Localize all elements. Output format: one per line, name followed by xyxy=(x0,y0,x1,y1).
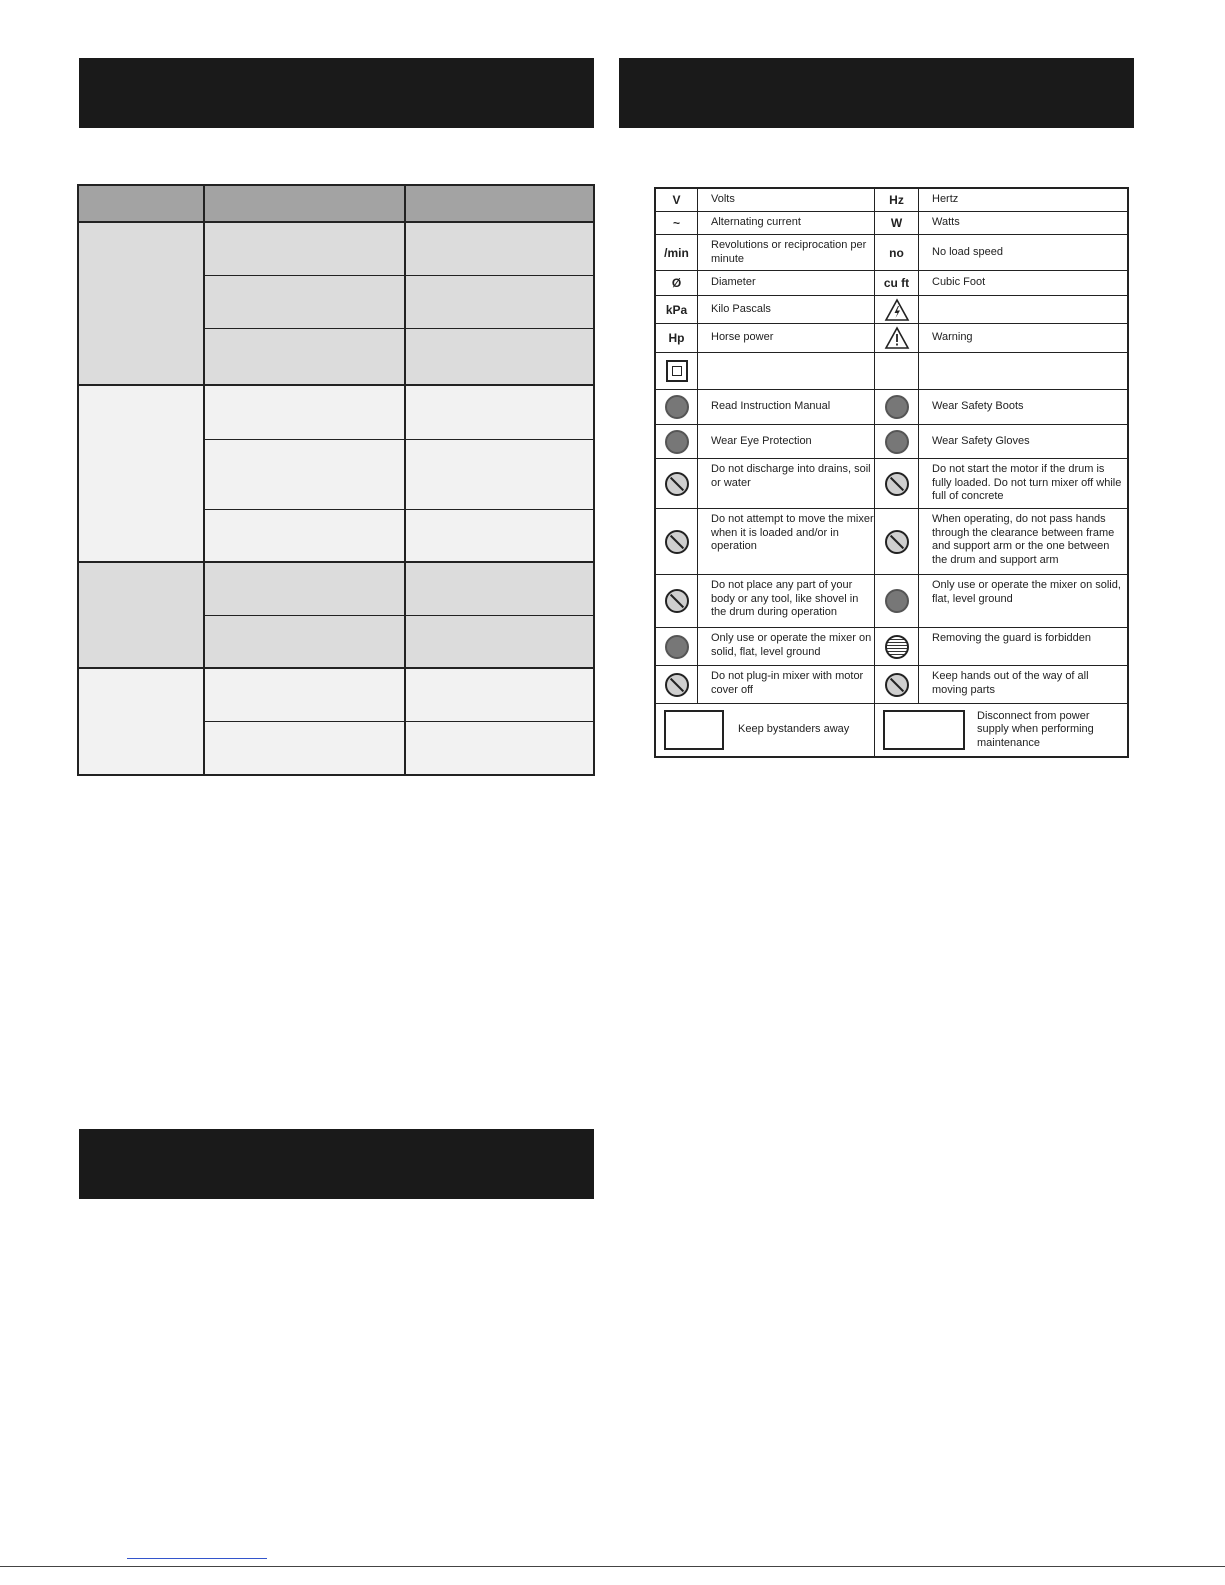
column-divider xyxy=(203,186,205,774)
section-header-right xyxy=(619,58,1134,128)
table-row xyxy=(656,212,1127,235)
no-move-loaded-icon xyxy=(665,530,689,554)
symbol-no-load-speed: no xyxy=(889,245,904,260)
table-row xyxy=(204,722,593,774)
table-row xyxy=(204,329,593,386)
symbol-watts: W xyxy=(890,216,903,230)
disconnect-power-icon xyxy=(883,710,965,750)
read-manual-icon xyxy=(665,395,689,419)
symbol-cubic-foot: cu ft xyxy=(883,276,910,290)
footer-link[interactable] xyxy=(127,1558,267,1559)
symbol-label: Do not plug-in mixer with motor cover off xyxy=(711,670,864,696)
footer-rule xyxy=(0,1566,1225,1567)
table-group xyxy=(79,386,593,563)
table-row xyxy=(204,616,593,669)
symbol-label: Cubic Foot xyxy=(932,276,986,289)
no-start-loaded-icon xyxy=(885,472,909,496)
table-group xyxy=(79,563,593,669)
symbols-table xyxy=(654,187,1129,758)
symbol-kilo-pascals: kPa xyxy=(665,302,688,317)
column-divider xyxy=(404,186,406,774)
symbol-label: Diameter xyxy=(711,276,756,289)
double-insulated-icon xyxy=(666,360,688,382)
no-discharge-icon xyxy=(665,472,689,496)
specifications-table xyxy=(77,184,595,776)
symbol-label: When operating, do not pass hands through the clearance between frame and support arm or the one between the drum and support arm xyxy=(932,513,1115,566)
table-row xyxy=(656,666,1127,704)
eye-protection-icon xyxy=(665,430,689,454)
no-plug-in-icon xyxy=(665,673,689,697)
symbol-label: Volts xyxy=(711,193,735,206)
symbol-volts: V xyxy=(672,193,681,207)
symbol-hertz: Hz xyxy=(889,193,904,207)
symbol-label: Wear Safety Boots xyxy=(932,400,1024,413)
keep-bystanders-away-icon xyxy=(664,710,724,750)
symbol-label: Alternating current xyxy=(711,216,801,229)
table-row xyxy=(656,189,1127,212)
symbol-label: Wear Eye Protection xyxy=(711,434,812,447)
symbol-label: Do not place any part of your body or any tool, like shovel in the drum during operation xyxy=(711,579,859,618)
table-row xyxy=(204,276,593,329)
symbol-label: Only use or operate the mixer on solid, flat, level ground xyxy=(932,579,1121,605)
table-row xyxy=(204,669,593,722)
guard-removal-forbidden-icon xyxy=(885,635,909,659)
warning-icon xyxy=(884,326,910,350)
table-row xyxy=(204,386,593,440)
no-body-in-drum-icon xyxy=(665,589,689,613)
safety-gloves-icon xyxy=(885,430,909,454)
symbol-horse-power: Hp xyxy=(668,331,685,345)
table-row xyxy=(204,510,593,563)
table-row xyxy=(656,271,1127,296)
section-header-left xyxy=(79,58,594,128)
symbol-label: Wear Safety Gloves xyxy=(932,434,1030,447)
keep-hands-away-icon xyxy=(885,673,909,697)
table-row xyxy=(656,425,1127,459)
table-group xyxy=(79,669,593,774)
level-ground-icon xyxy=(885,589,909,613)
table-row xyxy=(656,390,1127,425)
symbol-label: Removing the guard is forbidden xyxy=(932,632,1091,644)
symbol-label: Kilo Pascals xyxy=(711,302,771,315)
table-row xyxy=(656,628,1127,666)
table-row xyxy=(656,459,1127,509)
table-row xyxy=(656,509,1127,575)
table-header-row xyxy=(79,186,593,223)
section-header-bottom xyxy=(79,1129,594,1199)
symbol-label: Do not attempt to move the mixer when it is loaded and/or in operation xyxy=(711,513,874,552)
symbol-label: Keep hands out of the way of all moving parts xyxy=(932,670,1089,696)
table-row xyxy=(656,235,1127,271)
safety-boots-icon xyxy=(885,395,909,419)
no-hands-clearance-icon xyxy=(885,530,909,554)
symbol-alternating-current: ~ xyxy=(672,216,680,230)
table-row xyxy=(204,563,593,616)
table-row xyxy=(656,324,1127,353)
symbol-label: Disconnect from power supply when performing maintenance xyxy=(977,709,1094,749)
symbol-label: Do not discharge into drains, soil or water xyxy=(711,463,871,489)
table-row xyxy=(656,296,1127,324)
level-ground-icon xyxy=(665,635,689,659)
symbol-label: Horse power xyxy=(711,331,774,344)
table-row xyxy=(656,353,1127,390)
symbol-label: Hertz xyxy=(932,193,959,206)
symbol-label: Watts xyxy=(932,216,960,229)
table-group xyxy=(79,223,593,386)
symbol-label: No load speed xyxy=(932,245,1003,258)
electric-hazard-icon xyxy=(884,298,910,322)
table-row xyxy=(656,704,1127,756)
symbol-label: Read Instruction Manual xyxy=(711,400,831,413)
symbol-label: Warning xyxy=(932,331,973,344)
symbol-diameter: Ø xyxy=(671,276,682,290)
symbol-label: Only use or operate the mixer on solid, flat, level ground xyxy=(711,632,872,658)
symbol-label: Keep bystanders away xyxy=(738,723,850,736)
symbol-label: Revolutions or reciprocation per minute xyxy=(711,239,867,265)
table-row xyxy=(204,440,593,510)
symbol-label: Do not start the motor if the drum is fully loaded. Do not turn mixer off while full of concrete xyxy=(932,463,1122,502)
symbol-per-minute: /min xyxy=(664,245,689,260)
table-row xyxy=(656,575,1127,628)
table-row xyxy=(204,223,593,276)
